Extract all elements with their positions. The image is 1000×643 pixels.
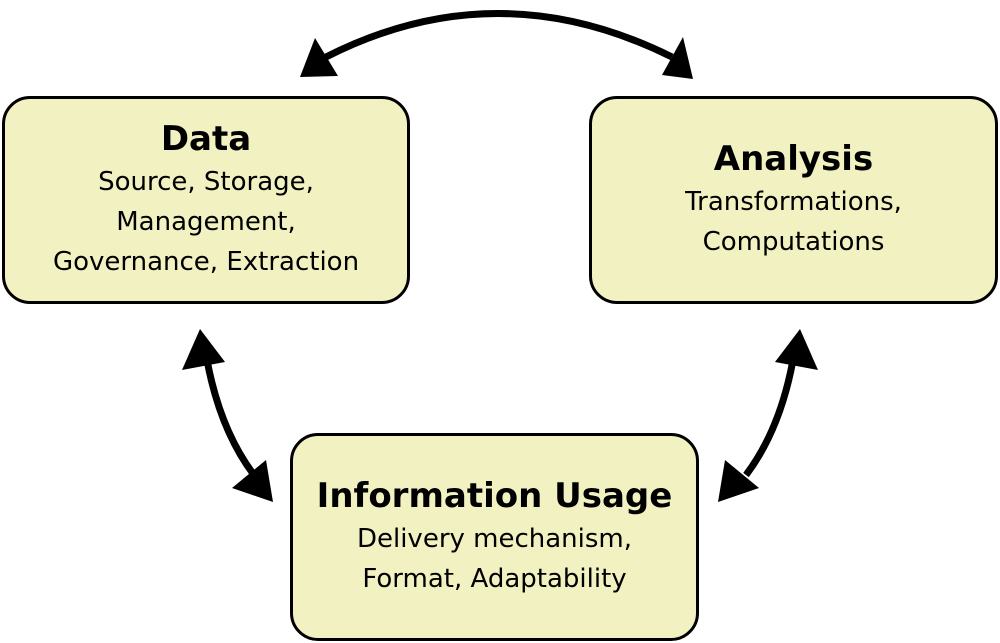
data-node-line: Source, Storage, (98, 167, 314, 197)
arrowhead-to-data-from-usage (182, 329, 225, 370)
information-usage-node-line: Format, Adaptability (362, 564, 627, 594)
analysis-node-line: Computations (702, 227, 885, 257)
analysis-node-line: Transformations, (685, 187, 902, 217)
arrowhead-to-usage-left (232, 460, 273, 502)
analysis-node (589, 96, 998, 304)
data-node-line: Management, (116, 207, 296, 237)
analysis-node-title: Analysis (713, 139, 874, 179)
data-node-title: Data (160, 119, 252, 159)
arrow-analysis-usage-shaft (746, 360, 793, 475)
information-usage-node-title: Information Usage (316, 476, 673, 516)
arrowhead-to-analysis-from-usage (775, 329, 818, 370)
data-node (2, 96, 410, 304)
information-usage-node (290, 433, 699, 641)
arrow-data-analysis-shaft (326, 14, 672, 58)
arrow-data-usage-shaft (207, 360, 254, 475)
information-usage-node-line: Delivery mechanism, (356, 524, 633, 554)
data-node-line: Governance, Extraction (52, 247, 360, 277)
